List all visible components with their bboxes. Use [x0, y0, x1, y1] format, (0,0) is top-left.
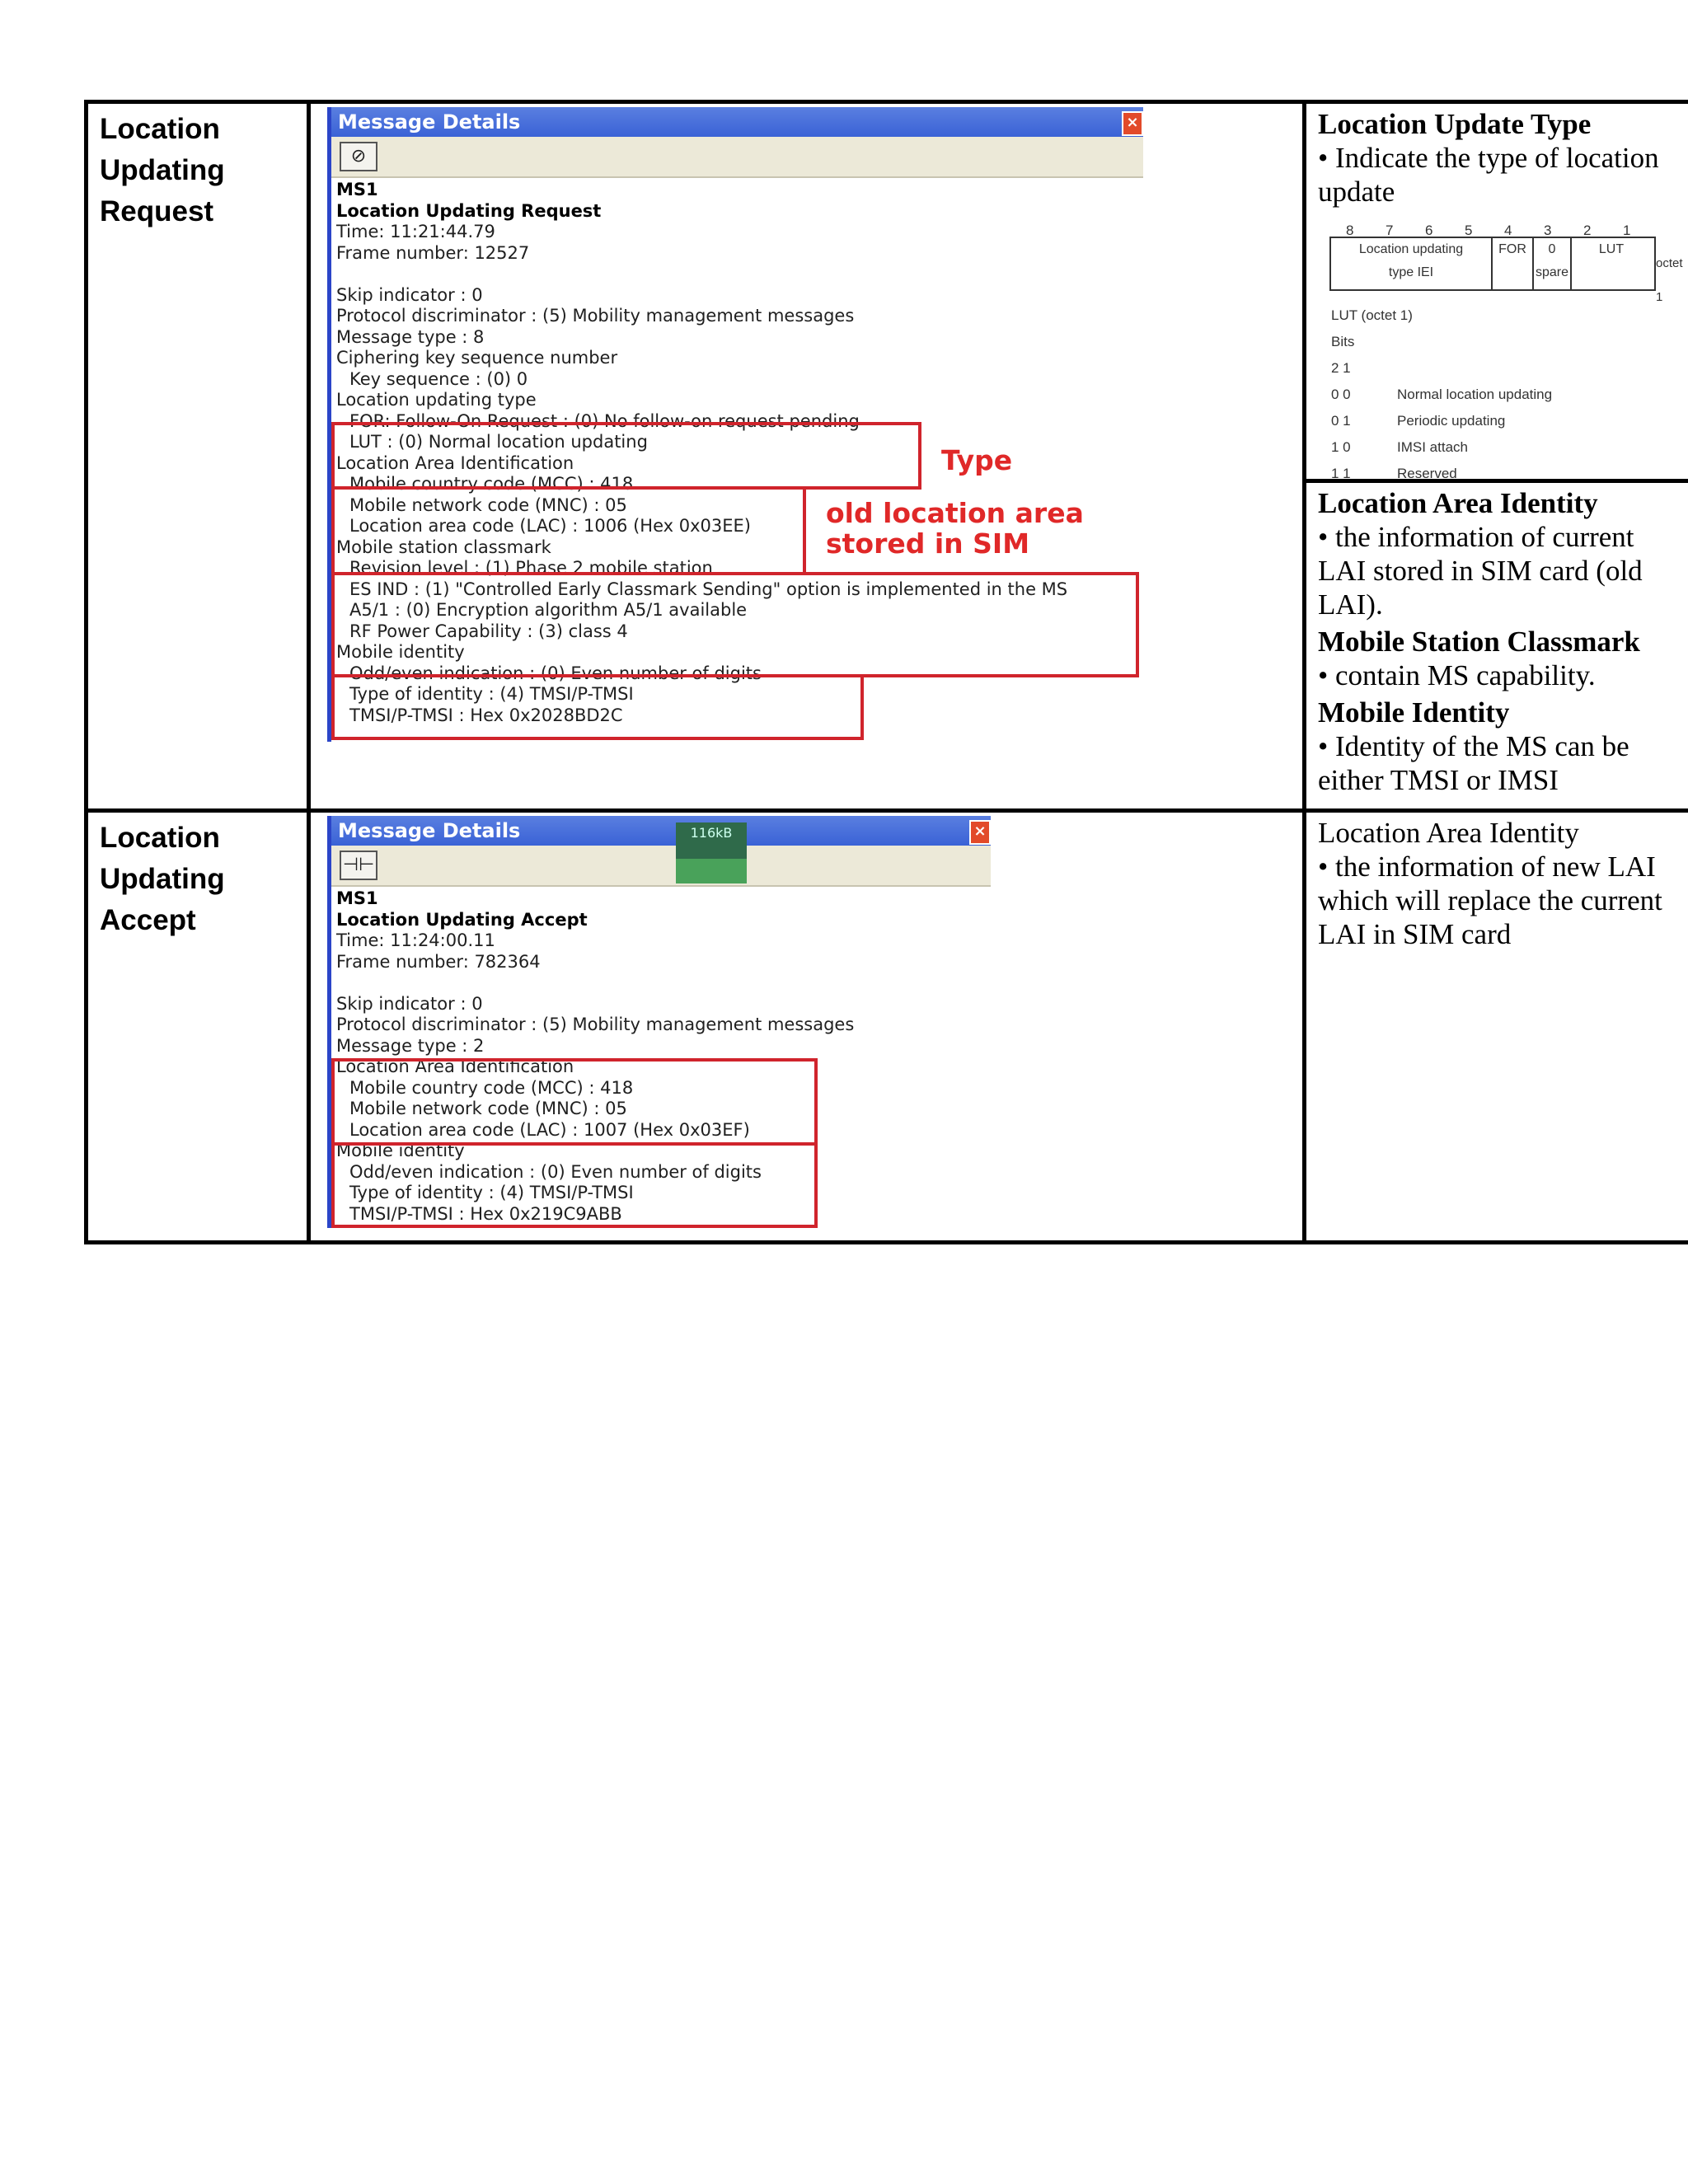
octet-label: octet 1: [1656, 256, 1683, 304]
lut-meaning: Reserved: [1397, 466, 1457, 481]
msc-text: • contain MS capability.: [1318, 659, 1596, 691]
lut-value-row: [1331, 408, 1552, 434]
message-line: Frame number: 782364: [336, 951, 541, 972]
message-line: Odd/even indication : (0) Even number of digits: [349, 663, 762, 683]
message-body: [331, 178, 1143, 726]
message-line: Mobile network code (MNC) : 05: [349, 494, 627, 515]
close-icon[interactable]: ×: [1122, 111, 1143, 136]
lut-values: [1331, 302, 1552, 487]
message-line: Message type : 2: [336, 1035, 485, 1056]
message-line: Skip indicator : 0: [336, 284, 483, 305]
msc-title: Mobile Station Classmark: [1318, 626, 1640, 658]
lut-title: Location Update Type: [1318, 108, 1592, 140]
bit-number: 2: [1583, 223, 1592, 238]
message-line: Location Updating Accept: [336, 909, 588, 930]
message-line: Type of identity : (4) TMSI/P-TMSI: [349, 1183, 634, 1202]
lut-caption: LUT (octet 1): [1331, 307, 1413, 323]
window-title: Message Details: [338, 110, 521, 134]
message-line: Mobile identity: [336, 1141, 465, 1160]
screenshot-cell: [309, 811, 1305, 1243]
bit-number: 8: [1346, 223, 1354, 238]
window-title: Message Details: [338, 819, 521, 842]
message-line: Time: 11:21:44.79: [336, 222, 495, 241]
lut-bits: 0 1: [1331, 413, 1351, 429]
message-line: Location area code (LAC) : 1007 (Hex 0x03EF): [349, 1119, 750, 1140]
lut-text: • Indicate the type of location update: [1318, 142, 1659, 208]
lai-title: Location Area Identity: [1318, 487, 1598, 519]
location-update-table: [84, 100, 1688, 1244]
message-line: Mobile identity: [336, 642, 465, 662]
message-line: Mobile country code (MCC) : 418: [349, 474, 634, 494]
mi-text: • Identity of the MS can be either TMSI or IMSI: [1318, 730, 1629, 796]
row-label-cell: [87, 102, 309, 811]
tool-icon[interactable]: ⊘: [340, 142, 377, 171]
message-line: Mobile country code (MCC) : 418: [349, 1077, 634, 1098]
bit-number: 6: [1425, 223, 1433, 238]
message-line: FOR: Follow-On Request : (0) No follow-on request pending: [349, 410, 860, 431]
lut-description: [1306, 104, 1688, 483]
new-lai-description: [1306, 813, 1688, 954]
message-line: Location area code (LAC) : 1006 (Hex 0x03EE): [349, 516, 751, 536]
description-cell: [1305, 102, 1688, 811]
message-line: Protocol discriminator : (5) Mobility management messages: [336, 1015, 855, 1034]
lut-bits: 0 0: [1331, 387, 1351, 402]
table-row-request: [87, 102, 1688, 811]
bits-label: Bits: [1331, 334, 1355, 349]
message-line: RF Power Capability : (3) class 4: [349, 621, 628, 641]
message-line: Mobile station classmark: [336, 537, 551, 557]
screenshot-cell: [309, 102, 1305, 811]
row-label-cell: [87, 811, 309, 1243]
line-spacer: [336, 972, 991, 994]
message-line: Type of identity : (4) TMSI/P-TMSI: [349, 684, 634, 704]
table-row-accept: [87, 811, 1688, 1243]
message-line: MS1: [336, 888, 378, 908]
window-toolbar: [331, 137, 1143, 178]
lai-text: • the information of current LAI stored in SIM card (old LAI).: [1318, 521, 1643, 621]
mi-title: Mobile Identity: [1318, 696, 1510, 729]
octet-cell-iei: Location updating type IEI: [1331, 238, 1493, 289]
description-cell: [1305, 811, 1688, 1243]
lai-msc-mi-description: [1306, 483, 1688, 800]
window-toolbar: [331, 846, 991, 887]
annotation-old-location-area: old location area stored in SIM: [826, 497, 1084, 560]
lut-value-row: [1331, 461, 1552, 487]
message-line: Frame number: 12527: [336, 242, 530, 263]
octet-cell-spare: 0 spare: [1534, 238, 1572, 289]
message-line: TMSI/P-TMSI : Hex 0x219C9ABB: [349, 1203, 622, 1224]
bit-number: 3: [1544, 223, 1552, 238]
window-titlebar: [331, 816, 991, 846]
octet-table: [1329, 237, 1656, 291]
message-line: Time: 11:24:00.11: [336, 930, 495, 950]
message-line: A5/1 : (0) Encryption algorithm A5/1 available: [349, 600, 748, 620]
message-line: Odd/even indication : (0) Even number of digits: [349, 1161, 762, 1182]
bit-number: 5: [1465, 223, 1473, 238]
speed-graph: [676, 859, 747, 883]
message-line: Location Area Identification: [336, 1057, 574, 1076]
lut-value-row: [1331, 382, 1552, 408]
message-line: Revision level : (1) Phase 2 mobile station: [349, 558, 713, 578]
message-details-window-request: [327, 107, 1143, 742]
bit-number: 7: [1386, 223, 1394, 238]
message-line: ES IND : (1) "Controlled Early Classmark Sending" option is implemented in the MS: [349, 579, 1068, 599]
network-speed-widget: [676, 823, 747, 883]
annotation-type: Type: [941, 444, 1013, 476]
lai-text: • the information of new LAI which will replace the current LAI in SIM card: [1318, 851, 1662, 950]
message-line: Skip indicator : 0: [336, 993, 483, 1014]
message-line: TMSI/P-TMSI : Hex 0x2028BD2C: [349, 705, 623, 725]
message-line: Location Updating Request: [336, 200, 602, 221]
message-line: Mobile network code (MNC) : 05: [349, 1099, 627, 1118]
octet-cell-lut: LUT: [1598, 242, 1625, 256]
lut-meaning: Normal location updating: [1397, 387, 1553, 402]
message-line: Location updating type: [336, 390, 537, 410]
bits-header: 2 1: [1331, 360, 1351, 376]
message-line: LUT : (0) Normal location updating: [349, 432, 648, 452]
speed-label: 116kB: [690, 825, 733, 841]
tool-icon[interactable]: ⊣⊢: [340, 851, 377, 880]
message-line: Ciphering key sequence number: [336, 348, 618, 368]
close-icon[interactable]: ×: [969, 820, 991, 845]
message-line: Location Area Identification: [336, 452, 574, 473]
lut-bits: 1 0: [1331, 439, 1351, 455]
lut-octet-figure: [1329, 213, 1688, 480]
octet-cell-for: FOR: [1493, 238, 1534, 289]
message-line: Message type : 8: [336, 326, 485, 347]
lut-meaning: Periodic updating: [1397, 413, 1506, 429]
message-line: MS1: [336, 180, 378, 199]
bit-number: 1: [1623, 223, 1631, 238]
row-label-request: Location Updating Request: [100, 113, 225, 227]
lai-title: Location Area Identity: [1318, 817, 1579, 849]
bit-number: 4: [1504, 223, 1512, 238]
lut-bits: 1 1: [1331, 466, 1351, 481]
message-body: [331, 887, 991, 1225]
lut-meaning: IMSI attach: [1397, 439, 1468, 455]
row-label-accept: Location Updating Accept: [100, 822, 225, 936]
message-details-window-accept: [327, 816, 991, 1228]
lut-value-row: [1331, 434, 1552, 461]
message-line: Key sequence : (0) 0: [349, 368, 528, 389]
line-spacer: [336, 264, 1143, 285]
message-line: Protocol discriminator : (5) Mobility management messages: [336, 306, 855, 326]
window-titlebar: [331, 107, 1143, 137]
